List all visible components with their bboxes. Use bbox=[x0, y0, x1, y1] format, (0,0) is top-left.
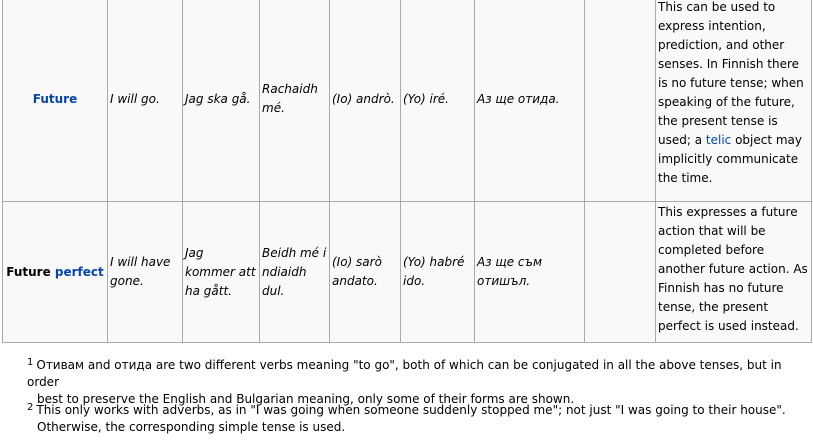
notes-text-end: object may implicitly communicate the time. bbox=[658, 133, 803, 185]
notes-text: This can be used to express intention, prediction, and other senses. In Finnish there is no future tense; when speaking of the future, the present tense is used; a bbox=[658, 0, 804, 147]
telic-link[interactable]: telic bbox=[705, 133, 732, 147]
footnote-text-line2: Otherwise, the corresponding simple tense is used. bbox=[37, 420, 346, 434]
tense-table bbox=[2, 0, 812, 343]
table-row-future bbox=[3, 0, 812, 202]
bulgarian-example: Аз ще отида. bbox=[475, 0, 585, 202]
italian-example: (Io) sarò andato. bbox=[330, 202, 401, 343]
notes-cell bbox=[656, 202, 812, 343]
bulgarian-example: Аз ще съм отишъл. bbox=[475, 202, 585, 343]
english-example: I will go. bbox=[108, 0, 183, 202]
footnote-text-line2: best to preserve the English and Bulgarian meaning, only some of their forms are shown. bbox=[37, 392, 575, 406]
footnote-text-line1: Отивам and отида are two different verbs meaning "to go", both of which can be conjugated in all the above tenses, but in order bbox=[27, 358, 782, 389]
tense-name-cell bbox=[3, 202, 108, 343]
tense-name[interactable]: Future bbox=[32, 91, 78, 106]
irish-example: Beidh mé i ndiaidh dul. bbox=[260, 202, 330, 343]
tense-name-cell bbox=[3, 0, 108, 202]
footnote-2 bbox=[27, 402, 787, 436]
footnote-marker: 2 bbox=[27, 402, 34, 413]
extra-cell bbox=[585, 0, 656, 202]
swedish-example: Jag ska gå. bbox=[183, 0, 260, 202]
footnote-marker: 1 bbox=[27, 357, 34, 368]
spanish-example: (Yo) iré. bbox=[401, 0, 475, 202]
perfect-link[interactable]: perfect bbox=[54, 264, 104, 279]
swedish-example: Jag kommer att ha gått. bbox=[183, 202, 260, 343]
tense-name: Future bbox=[6, 264, 51, 279]
footnote-1 bbox=[27, 357, 787, 408]
irish-example: Rachaidh mé. bbox=[260, 0, 330, 202]
table-row-future-perfect bbox=[3, 202, 812, 343]
extra-cell bbox=[585, 202, 656, 343]
notes-text: This expresses a future action that will be completed before another future action. As Finnish has no future tense, the present perfect is used instead. bbox=[658, 205, 808, 333]
italian-example: (Io) andrò. bbox=[330, 0, 401, 202]
english-example: I will have gone. bbox=[108, 202, 183, 343]
spanish-example: (Yo) habré ido. bbox=[401, 202, 475, 343]
notes-cell bbox=[656, 0, 812, 202]
footnote-text-line1: This only works with adverbs, as in "I was going when someone suddenly stopped me"; not just "I was going to their house". bbox=[36, 403, 786, 417]
